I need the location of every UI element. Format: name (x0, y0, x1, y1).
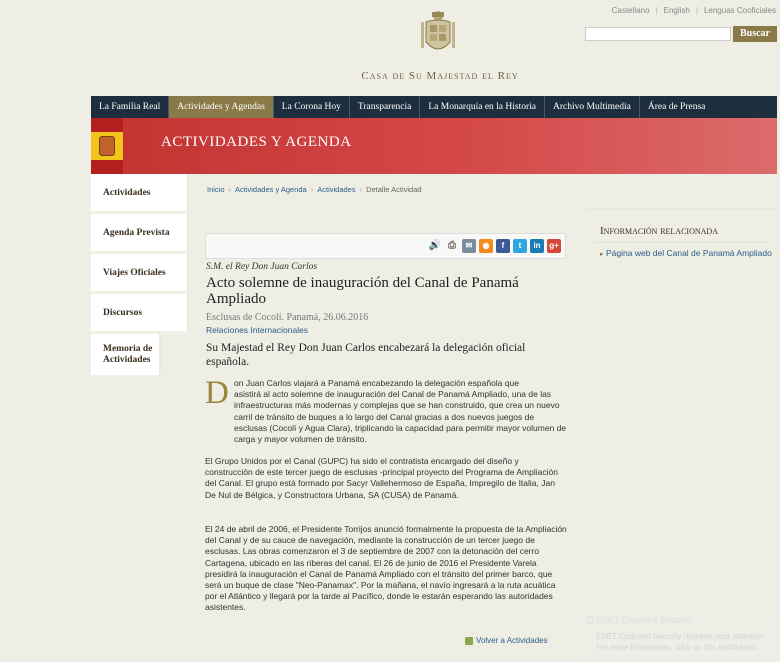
breadcrumb-actividades[interactable]: Actividades (317, 185, 356, 194)
sidebar (91, 174, 189, 378)
article-title: Acto solemne de inauguración del Canal de Panamá Ampliado (206, 275, 519, 307)
search-input[interactable] (585, 27, 731, 41)
rss-icon[interactable]: ◉ (479, 239, 493, 253)
section-title: ACTIVIDADES Y AGENDA (161, 134, 352, 150)
main-nav (91, 96, 777, 118)
back-arrow-icon (465, 637, 473, 645)
eset-info-icon (586, 616, 594, 624)
email-icon[interactable]: ✉ (462, 239, 476, 253)
nav-item-archivo[interactable]: Archivo Multimedia (545, 96, 640, 118)
article-paragraph-1 (205, 375, 567, 445)
site-title[interactable]: Casa de Su Majestad el Rey (361, 70, 519, 82)
article-paragraph-3: El 24 de abril de 2006, el Presidente Torrijos anunció formalmente la propuesta de la Ampliación del Canal y de su cauce de navegación, mediante la construcción de un tercer juego de esclusas. Las obras comenzaron el 3 de septiembre de 2007 con la detonación del cerro Cartagena, ubicado en las riberas del canal. El 26 de junio de 2016 el Presidente Varela presidirá la inauguración el Canal de Panamá Ampliado con el tránsito del primer barco, que será un buque de clase "Neo-Panamax". Por la mañana, el navío ingresará a la ruta acuática por el Atlántico y llegará por la tarde al Pacífico, donde le estarán esperando las autoridades asistentes. (205, 524, 567, 613)
linkedin-icon[interactable]: in (530, 239, 544, 253)
facebook-icon[interactable]: f (496, 239, 510, 253)
related-info (585, 208, 777, 259)
sidebar-item-discursos[interactable]: Discursos (91, 294, 189, 334)
back-link-label[interactable]: Volver a Actividades (476, 636, 548, 645)
eset-notification-title[interactable]: ESET Endpoint Security (596, 615, 693, 625)
breadcrumb-actividades-agenda[interactable]: Actividades y Agenda (235, 185, 307, 194)
article-dropcap: D (205, 375, 229, 411)
share-icons (428, 239, 561, 253)
related-link[interactable] (585, 248, 777, 259)
eset-notification-body[interactable]: ESET Endpoint Security requires your attention. For more information, click on this notification. (596, 632, 766, 652)
googleplus-icon[interactable]: g+ (547, 239, 561, 253)
chevron-right-icon: › (310, 185, 314, 194)
related-title: Información relacionada (600, 225, 718, 237)
nav-item-familia-real[interactable]: La Familia Real (91, 96, 169, 118)
nav-item-corona-hoy[interactable]: La Corona Hoy (274, 96, 350, 118)
royal-crest-icon[interactable] (418, 8, 458, 58)
language-selector (612, 6, 776, 15)
flag-crest-icon (99, 136, 115, 156)
share-toolbar (205, 233, 566, 259)
twitter-icon[interactable]: t (513, 239, 527, 253)
sidebar-item-agenda-prevista[interactable]: Agenda Prevista (91, 214, 189, 254)
language-cooficiales[interactable]: Lenguas Cooficiales (703, 6, 776, 15)
separator: | (655, 6, 658, 15)
divider (595, 242, 767, 243)
article-location-date: Esclusas de Cocolí. Panamá, 26.06.2016 (206, 312, 369, 323)
paragraph-1-rest: asistirá al acto solemne de inauguración del Canal de Panamá Ampliado, una de las infraestructuras más modernas y complejas que se han construido, que crea un nuevo carril de tránsito de buques a lo largo del Canal gracias a dos nuevos juegos de esclusas (Cocolí y Agua Clara), triplicando la capacidad para permitir mayor volumen de carga y mayor volumen de tránsito. (234, 389, 567, 445)
section-banner (91, 118, 777, 174)
sidebar-item-memoria[interactable]: Memoria de Actividades (91, 334, 161, 378)
sidebar-item-actividades[interactable]: Actividades (91, 174, 189, 214)
print-icon[interactable]: ⎙ (448, 240, 456, 251)
chevron-right-icon: › (359, 185, 363, 194)
paragraph-1-first-line: on Juan Carlos viajará a Panamá encabezando la delegación española que (234, 378, 519, 388)
related-link-label[interactable]: Página web del Canal de Panamá Ampliado (606, 248, 772, 258)
back-link[interactable] (465, 636, 548, 645)
breadcrumb (207, 185, 422, 194)
separator: | (695, 6, 698, 15)
article-paragraph-2: El Grupo Unidos por el Canal (GUPC) ha sido el contratista encargado del diseño y construcción de este tercer juego de esclusas -principal proyecto del Programa de Ampliación del Canal. El grupo está formado por Sacyr Vallehermoso de España, Impregilo de Italia, Jan De Nul de Bélgica, y Constructora Urbana, SA (CUSA) de Panamá. (205, 456, 558, 500)
article-lead: Su Majestad el Rey Don Juan Carlos encabezará la delegación oficial española. (206, 342, 526, 368)
breadcrumb-inicio[interactable]: Inicio (207, 185, 225, 194)
article-author: S.M. el Rey Don Juan Carlos (206, 262, 318, 272)
sidebar-item-viajes-oficiales[interactable]: Viajes Oficiales (91, 254, 189, 294)
nav-item-prensa[interactable]: Área de Prensa (647, 102, 706, 112)
language-english[interactable]: English (663, 6, 690, 15)
audio-icon[interactable]: 🔊 (428, 240, 442, 251)
breadcrumb-current: Detalle Actividad (366, 185, 422, 194)
nav-item-actividades[interactable]: Actividades y Agendas (169, 96, 274, 118)
language-castellano[interactable]: Castellano (611, 6, 650, 15)
triangle-bullet-icon: ▸ (600, 251, 604, 258)
nav-item-monarquia[interactable]: La Monarquía en la Historia (420, 96, 545, 118)
spain-flag-icon (91, 118, 123, 174)
article-category[interactable]: Relaciones Internacionales (206, 325, 309, 335)
nav-item-transparencia[interactable]: Transparencia (350, 96, 420, 118)
site-header (0, 0, 780, 96)
search-button[interactable]: Buscar (733, 26, 777, 42)
chevron-right-icon: › (228, 185, 232, 194)
